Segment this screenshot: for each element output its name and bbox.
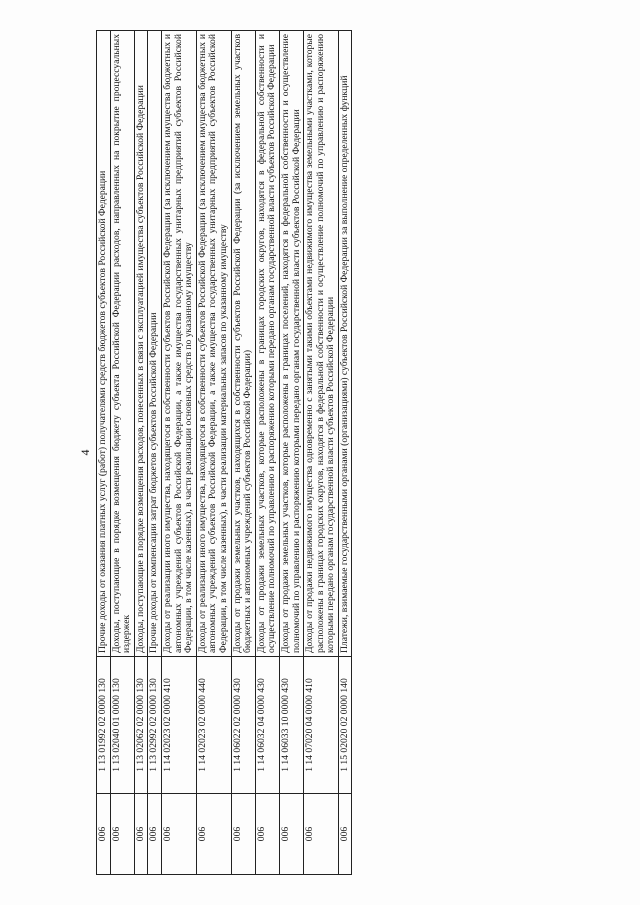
budget-code-cell: 1 13 01992 02 0000 130: [96, 656, 110, 793]
description-cell: Доходы от продажи недвижимого имущества одновременно с занятыми такими объектами недвижимого имущества земельными участками, которые расположены в границах городских округов, находятся в федеральной собственности и осуществление полномочий по управлению и распоряжению которыми передано органам государственной власти субъектов Российской Федерации: [303, 30, 338, 656]
table-row: [96, 30, 110, 874]
description-cell: Платежи, взимаемые государственными органами (организациями) субъектов Российской Федерации за выполнение определенных функций: [338, 30, 352, 656]
admin-code-cell: 006: [110, 793, 134, 874]
description-cell: Доходы, поступающие в порядке возмещения расходов, понесенных в связи с эксплуатацией имущества субъектов Российской Федерации: [134, 30, 148, 656]
table-row: [279, 30, 303, 874]
description-cell: Доходы от продажи земельных участков, которые расположены в границах поселений, находятся в федеральной собственности и осуществление полномочий по управлению и распоряжению которыми передано органам государственной власти субъектов Российской Федерации: [279, 30, 303, 656]
budget-code-cell: 1 13 02040 01 0000 130: [110, 656, 134, 793]
budget-code-cell: 1 14 06033 10 0000 430: [279, 656, 303, 793]
budget-code-cell: 1 13 02062 02 0000 130: [134, 656, 148, 793]
description-cell: Прочие доходы от компенсации затрат бюджетов субъектов Российской Федерации: [147, 30, 161, 656]
table-row: [338, 30, 352, 874]
description-cell: Доходы, поступающие в порядке возмещения бюджету субъекта Российской Федерации расходов, направленных на покрытие процессуальных издержек: [110, 30, 134, 656]
table-row: [231, 30, 255, 874]
table-row: [303, 30, 338, 874]
description-cell: Доходы от реализации иного имущества, находящегося в собственности субъектов Российской Федерации (за исключением имущества бюджетных и автономных учреждений субъектов Российской Федерации, а также имущества государственных унитарных предприятий субъектов Российской Федерации, в том числе казенных), в части реализации основных средств по указанному имуществу: [161, 30, 196, 656]
admin-code-cell: 006: [161, 793, 196, 874]
budget-code-cell: 1 14 02023 02 0000 410: [161, 656, 196, 793]
table-row: [134, 30, 148, 874]
admin-code-cell: 006: [255, 793, 279, 874]
description-cell: Прочие доходы от оказания платных услуг (работ) получателями средств бюджетов субъектов Российской Федерации: [96, 30, 110, 656]
page-number: 4: [77, 449, 92, 455]
budget-code-cell: 1 14 02023 02 0000 440: [196, 656, 231, 793]
budget-code-cell: 1 14 06022 02 0000 430: [231, 656, 255, 793]
admin-code-cell: 006: [279, 793, 303, 874]
description-cell: Доходы от продажи земельных участков, находящихся в собственности субъектов Российской Федерации (за исключением земельных участков бюджетных и автономных учреждений субъектов Российской Федерации): [231, 30, 255, 656]
description-cell: Доходы от реализации иного имущества, находящегося в собственности субъектов Российской Федерации (за исключением имущества бюджетных и автономных учреждений субъектов Российской Федерации, а также имущества государственных унитарных предприятий субъектов Российской Федерации, в том числе казенных), в части реализации материальных запасов по указанному имуществу: [196, 30, 231, 656]
table-row: [161, 30, 196, 874]
rotated-content: [68, 30, 573, 875]
budget-code-cell: 1 15 02020 02 0000 140: [338, 656, 352, 793]
budget-code-cell: 1 14 07020 04 0000 410: [303, 656, 338, 793]
table-row: [255, 30, 279, 874]
revenue-codes-table: [96, 30, 352, 875]
admin-code-cell: 006: [196, 793, 231, 874]
admin-code-cell: 006: [96, 793, 110, 874]
admin-code-cell: 006: [134, 793, 148, 874]
admin-code-cell: 006: [231, 793, 255, 874]
admin-code-cell: 006: [303, 793, 338, 874]
table-row: [147, 30, 161, 874]
table-row: [110, 30, 134, 874]
description-cell: Доходы от продажи земельных участков, которые расположены в границах городских округов, находятся в федеральной собственности и осуществление полномочий по управлению и распоряжению которыми передано органам государственной власти субъектов Российской Федерации: [255, 30, 279, 656]
budget-code-cell: 1 13 02992 02 0000 130: [147, 656, 161, 793]
admin-code-cell: 006: [338, 793, 352, 874]
table-row: [196, 30, 231, 874]
admin-code-cell: 006: [147, 793, 161, 874]
budget-code-cell: 1 14 06032 04 0000 430: [255, 656, 279, 793]
